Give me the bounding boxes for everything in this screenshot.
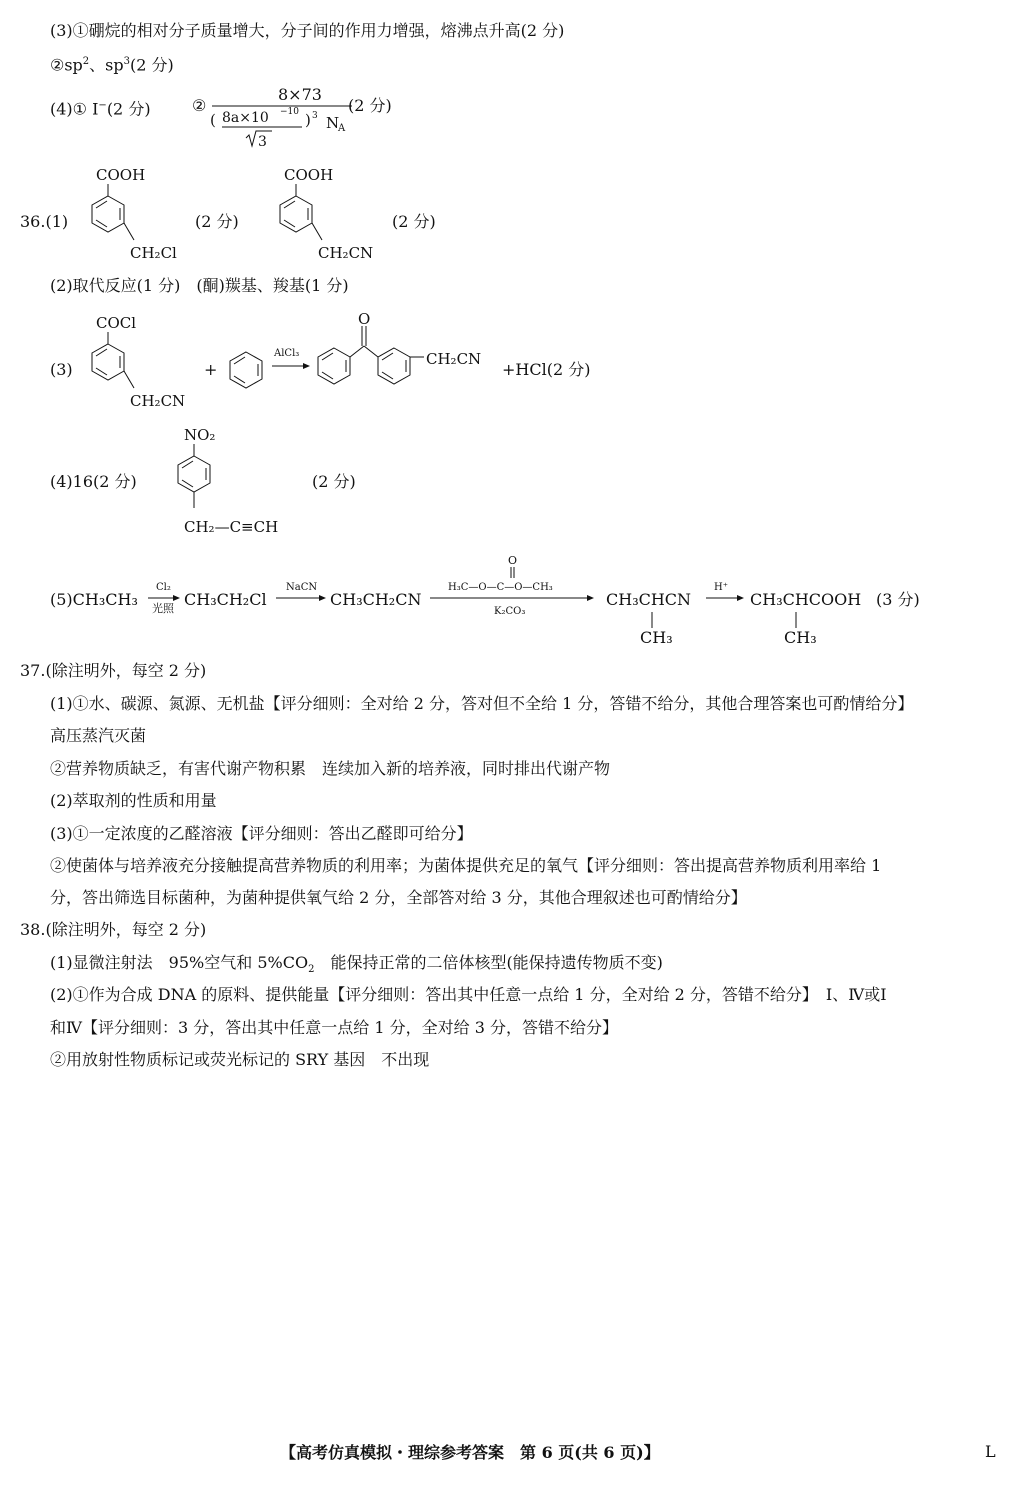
answer-35-4-1 <box>50 96 151 119</box>
q37-line-7: 分，答出筛选目标菌种，为菌种提供氧气给 2 分，全部答对给 3 分，其他合理叙述也可酌情给分】 <box>50 888 747 907</box>
dmc-label: H₃C—O—C—O—CH₃ <box>448 582 553 593</box>
sup-2: 3 <box>123 56 131 67</box>
page-footer: 【高考仿真模拟・理综参考答案 第 6 页(共 6 页)】 <box>280 1443 660 1462</box>
arrow-head-icon <box>173 595 180 601</box>
answer-35-4-score: (2 分) <box>348 96 392 115</box>
benzene-ring-icon <box>92 196 124 232</box>
carbonate-o: O <box>508 554 518 567</box>
bond <box>350 346 364 357</box>
benzene-ring-icon <box>378 348 410 384</box>
plus-sign: + <box>204 360 218 379</box>
cube-exponent: 3 <box>312 111 318 121</box>
alcl3-label: AlCl₃ <box>274 348 300 359</box>
inner-numerator: 8a×10 <box>222 110 269 126</box>
q37-line-1: (1)①水、碳源、氮源、无机盐【评分细则：全对给 2 分，答对但不全给 1 分，答错不给分，其他合理答案也可酌情给分】 <box>50 694 914 713</box>
q37-line-2: 高压蒸汽灭菌 <box>50 726 147 745</box>
co2-sub: 2 <box>308 964 315 976</box>
methyl-branch-1: CH₃ <box>640 628 673 647</box>
q38-line-1-b: 能保持正常的二倍体核型(能保持遗传物质不变) <box>314 953 663 972</box>
inner-exponent: −10 <box>280 107 299 117</box>
avogadro: N <box>326 114 340 132</box>
answer-35-3-2 <box>50 52 174 75</box>
answer-35-4-b: (2 分) <box>106 99 151 119</box>
corner-mark: L <box>985 1442 996 1461</box>
sup-1: 2 <box>82 56 90 67</box>
ch2cn-label: CH₂CN <box>130 392 186 410</box>
density-fraction <box>208 82 408 152</box>
q37-head: 37.(除注明外，每空 2 分) <box>20 661 207 680</box>
fraction-numerator: 8×73 <box>278 85 322 104</box>
arrow-head-icon <box>737 595 744 601</box>
k2co3-label: K₂CO₃ <box>494 606 526 617</box>
benzene-icon <box>226 350 266 390</box>
ch2cn-label: CH₂CN <box>318 244 374 262</box>
arrow-head-icon <box>319 595 326 601</box>
answer-35-3-1: (3)①硼烷的相对分子质量增大，分子间的作用力增强，熔沸点升高(2 分) <box>50 21 565 40</box>
ch2cn-label: CH₂CN <box>426 350 482 368</box>
q38-line-1 <box>50 953 663 980</box>
benzene-ring-icon <box>178 456 210 492</box>
q37-line-6: ②使菌体与培养液充分接触提高营养物质的利用率；为菌体提供充足的氧气【评分细则：答出提高营养物质利用率给 1 <box>50 856 882 875</box>
arrow-head-icon <box>587 595 594 601</box>
methylpropanoic-acid: CH₃CHCOOH <box>750 590 862 609</box>
benzene-ring-icon <box>280 196 312 232</box>
reaction-arrow-alcl3 <box>270 344 314 374</box>
answer-35-3-2-a: ②sp <box>50 55 83 75</box>
hcl-score: +HCl(2 分) <box>502 360 591 379</box>
reaction-arrow-acid <box>704 578 748 608</box>
q36-4-b: (2 分) <box>312 472 356 491</box>
ch2cl-label: CH₂Cl <box>130 244 177 262</box>
answer-35-3-2-b: 、sp <box>89 55 124 75</box>
structure-acyl-chloride <box>80 308 220 418</box>
answer-35-3-2-c: (2 分) <box>130 55 174 75</box>
q37-line-3: ②营养物质缺乏，有害代谢产物积累 连续加入新的培养液，同时排出代谢产物 <box>50 759 611 778</box>
q38-head: 38.(除注明外，每空 2 分) <box>20 920 207 939</box>
ethyl-chloride: CH₃CH₂Cl <box>184 590 267 609</box>
sqrt-value: 3 <box>258 134 267 150</box>
q38-line-3: 和Ⅳ【评分细则：3 分，答出其中任意一点给 1 分，全对给 3 分，答错不给分】 <box>50 1018 618 1037</box>
answer-35-4-c: ② <box>192 96 207 115</box>
sup-minus: − <box>98 100 107 111</box>
q38-line-4: ②用放射性物质标记或荧光标记的 SRY 基因 不出现 <box>50 1050 430 1069</box>
q36-1-score1: (2 分) <box>195 212 239 231</box>
cl2-label: Cl₂ <box>156 582 171 593</box>
bond <box>312 223 322 240</box>
structure-cyano-acid <box>258 160 388 270</box>
reaction-arrow-nacn <box>274 578 328 608</box>
arrow-head-icon <box>303 363 310 369</box>
reaction-arrow-cl2 <box>146 578 182 618</box>
structure-nitro-alkyne <box>168 422 308 542</box>
bond <box>364 346 378 357</box>
methyl-branch-2: CH₃ <box>784 628 817 647</box>
benzene-ring-icon <box>92 344 124 380</box>
benzene-ring-icon <box>230 352 262 388</box>
cooh-label: COOH <box>96 166 146 184</box>
h-plus-label: H⁺ <box>714 582 728 593</box>
propionitrile: CH₃CH₂CN <box>330 590 422 609</box>
structure-ketone-product <box>310 308 510 388</box>
q37-line-4: (2)萃取剂的性质和用量 <box>50 791 217 810</box>
benzene-ring-icon <box>318 348 350 384</box>
q36-5-start: (5)CH₃CH₃ <box>50 590 138 609</box>
avogadro-sub: A <box>338 123 346 134</box>
ketone-o: O <box>358 310 371 328</box>
answer-35-4-a: (4)① I <box>50 99 99 119</box>
alkyne-label: CH₂—C≡CH <box>184 518 279 536</box>
no2-label: NO₂ <box>184 426 216 444</box>
structure-chlorinated-acid <box>80 160 200 270</box>
q38-line-1-a: (1)显微注射法 95%空气和 5%CO <box>50 953 309 972</box>
cooh-label: COOH <box>284 166 334 184</box>
light-label: 光照 <box>152 602 174 615</box>
reaction-arrow-dmc <box>428 550 598 620</box>
q36-1-score2: (2 分) <box>392 212 436 231</box>
bond <box>124 371 134 388</box>
q36-4-a: (4)16(2 分) <box>50 472 137 491</box>
methyl-propionitrile: CH₃CHCN <box>606 590 692 609</box>
q38-line-2: (2)①作为合成 DNA 的原料、提供能量【评分细则：答出其中任意一点给 1 分，全对给 2 分，答错不给分】 Ⅰ、Ⅳ或Ⅰ <box>50 985 887 1004</box>
q37-line-5: (3)①一定浓度的乙醛溶液【评分细则：答出乙醛即可给分】 <box>50 824 473 843</box>
q36-5-score: (3 分) <box>876 590 920 609</box>
right-paren: ) <box>305 111 311 129</box>
left-paren: ( <box>210 111 216 129</box>
cocl-label: COCl <box>96 314 137 332</box>
q36-3-label: (3) <box>50 360 73 379</box>
nacn-label: NaCN <box>286 582 318 593</box>
q36-label: 36.(1) <box>20 212 69 231</box>
q36-2: (2)取代反应(1 分) (酮)羰基、羧基(1 分) <box>50 276 349 295</box>
bond <box>124 223 134 240</box>
